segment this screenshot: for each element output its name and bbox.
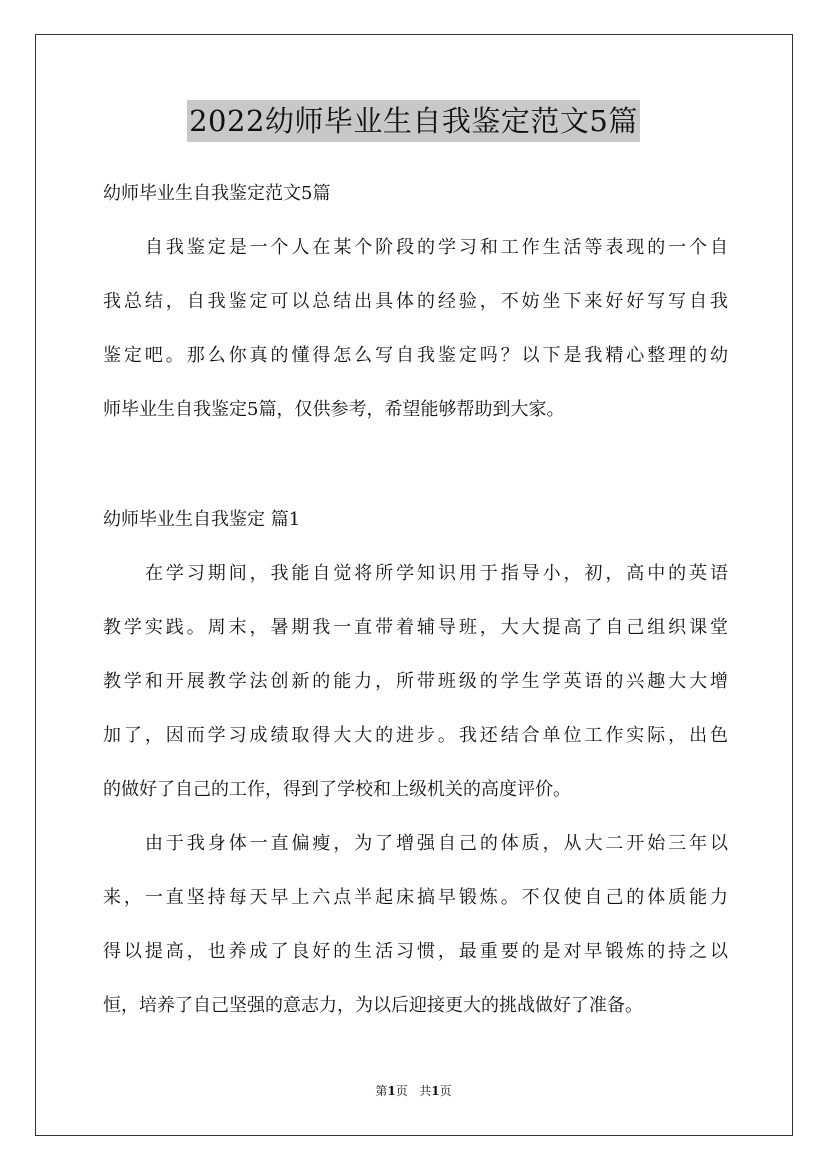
paragraph-line: 来，一直坚持每天早上六点半起床搞早锻炼。不仅使自己的体质能力 <box>103 887 728 908</box>
paragraph-line: 得以提高，也养成了良好的生活习惯，最重要的是对早锻炼的持之以 <box>103 941 728 962</box>
paragraph-line: 由于我身体一直偏瘦，为了增强自己的体质，从大二开始三年以 <box>145 833 728 854</box>
total-prefix: 共 <box>419 1084 432 1098</box>
paragraph-line: 在学习期间，我能自觉将所学知识用于指导小，初，高中的英语 <box>145 563 728 584</box>
intro-line: 鉴定吧。那么你真的懂得怎么写自我鉴定吗？以下是我精心整理的幼 <box>103 345 728 366</box>
intro-line: 自我鉴定是一个人在某个阶段的学习和工作生活等表现的一个自 <box>145 237 728 258</box>
section-heading: 幼师毕业生自我鉴定 篇1 <box>103 509 301 530</box>
total-unit: 页 <box>439 1084 452 1098</box>
page-unit: 页 <box>395 1084 408 1098</box>
paragraph-line: 教学和开展教学法创新的能力，所带班级的学生学英语的兴趣大大增 <box>103 671 728 692</box>
paragraph-line: 的做好了自己的工作，得到了学校和上级机关的高度评价。 <box>103 779 571 800</box>
paragraph-line: 加了，因而学习成绩取得大大的进步。我还结合单位工作实际，出色 <box>103 725 728 746</box>
intro-line: 我总结，自我鉴定可以总结出具体的经验，不妨坐下来好好写写自我 <box>103 291 728 312</box>
page-prefix: 第 <box>375 1084 388 1098</box>
page-total: 1 <box>431 1084 440 1098</box>
page-current: 1 <box>387 1084 396 1098</box>
paragraph-line: 恒，培养了自己坚强的意志力，为以后迎接更大的挑战做好了准备。 <box>103 995 643 1016</box>
document-title: 2022幼师毕业生自我鉴定范文5篇 <box>187 100 640 142</box>
intro-line: 师毕业生自我鉴定5篇，仅供参考，希望能够帮助到大家。 <box>103 399 565 420</box>
paragraph-line: 教学实践。周末，暑期我一直带着辅导班，大大提高了自己组织课堂 <box>103 617 728 638</box>
page-footer <box>0 1082 827 1100</box>
document-subtitle: 幼师毕业生自我鉴定范文5篇 <box>103 183 331 204</box>
title-container <box>0 100 827 142</box>
